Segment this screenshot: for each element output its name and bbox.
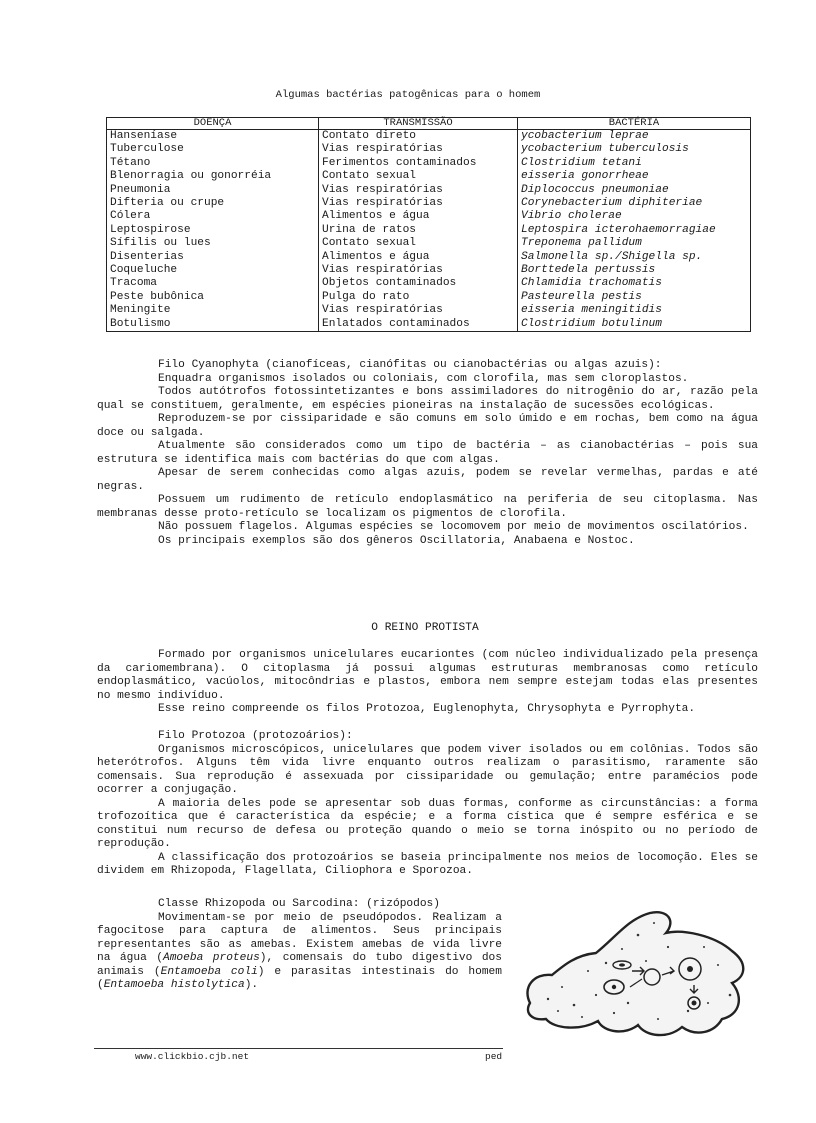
cell-transmission: Contato sexual bbox=[319, 237, 518, 250]
table-row bbox=[107, 304, 751, 317]
cell-transmission: Alimentos e água bbox=[319, 251, 518, 264]
header-disease: DOENÇA bbox=[107, 118, 319, 130]
bacteria-table bbox=[106, 117, 751, 332]
cell-disease: Tétano bbox=[107, 157, 319, 170]
cell-disease: Tuberculose bbox=[107, 143, 319, 156]
protista-paragraph: Esse reino compreende os filos Protozoa, Euglenophyta, Chrysophyta e Pyrrophyta. bbox=[158, 703, 696, 715]
section-heading: O REINO PROTISTA bbox=[371, 622, 479, 634]
cell-disease: Peste bubônica bbox=[107, 291, 319, 304]
cell-bacterium: Clostridium tetani bbox=[518, 157, 751, 170]
protista-paragraph: Organismos microscópicos, unicelulares que podem viver isolados ou em colônias. Todos são heterótrofos. Alguns têm vida livre enquanto outros realizam o parasitismo, raramente são comensais. Sua reprodução é assexuada por cissiparidade ou gemulação; entre paramécios pode ocorrer a conjugação. bbox=[97, 743, 758, 796]
cell-transmission: Alimentos e água bbox=[319, 210, 518, 223]
protista-paragraph: Formado por organismos unicelulares eucariontes (com núcleo individualizado pela presença da cariomembrana). O citoplasma já possui algumas estruturas membranosas como retículo endoplasmático, vacúolos, mitocôndrias e plastos, embora nem sempre estejam todas elas presentes no mesmo indivíduo. bbox=[97, 649, 758, 702]
cell-disease: Botulismo bbox=[107, 318, 319, 332]
cell-bacterium: Clostridium botulinum bbox=[518, 318, 751, 332]
cell-disease: Meningite bbox=[107, 304, 319, 317]
table-row bbox=[107, 184, 751, 197]
rhizopoda-heading: Classe Rhizopoda ou Sarcodina: (rizópodos) bbox=[158, 898, 440, 910]
rhizopoda-paragraph: Movimentam-se por meio de pseudópodos. Realizam a fagocitose para captura de alimentos. Seus principais representantes são as amebas. Existem amebas de vida livre na água (Amoeba proteus), comensais do tubo digestivo dos animais (Entamoeba coli) e parasitas intestinais do homem (Entamoeba histolytica). bbox=[97, 911, 502, 991]
amoeba-illustration bbox=[518, 907, 750, 1042]
table-header-row bbox=[107, 118, 751, 130]
cell-transmission: Ferimentos contaminados bbox=[319, 157, 518, 170]
cyano-paragraph: Apesar de serem conhecidas como algas azuis, podem se revelar vermelhas, pardas e até negras. bbox=[97, 467, 758, 493]
cyano-paragraph: Os principais exemplos são dos gêneros Oscillatoria, Anabaena e Nostoc. bbox=[158, 534, 635, 547]
cell-bacterium: eisseria gonorrheae bbox=[518, 170, 751, 183]
table-row bbox=[107, 277, 751, 290]
cyano-paragraph: Enquadra organismos isolados ou coloniais, com clorofila, mas sem cloroplastos. bbox=[158, 372, 689, 385]
cell-bacterium: Salmonella sp./Shigella sp. bbox=[518, 251, 751, 264]
cell-transmission: Vias respiratórias bbox=[319, 264, 518, 277]
cell-disease: Sífilis ou lues bbox=[107, 237, 319, 250]
table-row bbox=[107, 237, 751, 250]
footer-url: www.clickbio.cjb.net bbox=[135, 1051, 250, 1062]
cell-bacterium: Chlamidia trachomatis bbox=[518, 277, 751, 290]
cell-disease: Pneumonia bbox=[107, 184, 319, 197]
cell-disease: Difteria ou crupe bbox=[107, 197, 319, 210]
table-title: Algumas bactérias patogênicas para o homem bbox=[275, 89, 541, 101]
cell-bacterium: eisseria meningitidis bbox=[518, 304, 751, 317]
cell-transmission: Vias respiratórias bbox=[319, 184, 518, 197]
table-row bbox=[107, 170, 751, 183]
rhizopoda-section bbox=[97, 898, 502, 993]
cell-bacterium: Leptospira icterohaemorragiae bbox=[518, 224, 751, 237]
table-row bbox=[107, 197, 751, 210]
species-name: Entamoeba coli bbox=[160, 965, 258, 978]
cyanophyta-section bbox=[97, 359, 758, 548]
cell-disease: Tracoma bbox=[107, 277, 319, 290]
cyano-paragraph: Não possuem flagelos. Algumas espécies se locomovem por meio de movimentos oscilatórios. bbox=[158, 521, 749, 533]
cell-disease: Disenterias bbox=[107, 251, 319, 264]
cell-bacterium: ycobacterium tuberculosis bbox=[518, 143, 751, 156]
cell-bacterium: Diplococcus pneumoniae bbox=[518, 184, 751, 197]
protista-paragraph: A classificação dos protozoários se baseia principalmente nos meios de locomoção. Eles se dividem em Rhizopoda, Flagellata, Ciliophora e Sporozoa. bbox=[97, 851, 758, 877]
cyano-paragraph: Reproduzem-se por cissiparidade e são comuns em solo úmido e em rochas, bem como na água doce ou salgada. bbox=[97, 413, 758, 439]
table-row bbox=[107, 130, 751, 144]
cell-disease: Blenorragia ou gonorréia bbox=[107, 170, 319, 183]
cell-bacterium: Treponema pallidum bbox=[518, 237, 751, 250]
table-body bbox=[107, 130, 751, 332]
cell-transmission: Vias respiratórias bbox=[319, 304, 518, 317]
cell-transmission: Urina de ratos bbox=[319, 224, 518, 237]
cell-bacterium: ycobacterium leprae bbox=[518, 130, 751, 144]
cell-disease: Cólera bbox=[107, 210, 319, 223]
table-row bbox=[107, 210, 751, 223]
table-row bbox=[107, 157, 751, 170]
cell-disease: Hanseníase bbox=[107, 130, 319, 144]
cell-bacterium: Borttedela pertussis bbox=[518, 264, 751, 277]
footer-tag: ped bbox=[485, 1051, 503, 1062]
cyano-paragraph: Possuem um rudimento de retículo endoplasmático na periferia de seu citoplasma. Nas membranas desse proto-retículo se localizam os pigmentos de clorofila. bbox=[97, 494, 758, 520]
cell-transmission: Pulga do rato bbox=[319, 291, 518, 304]
cell-bacterium: Vibrio cholerae bbox=[518, 210, 751, 223]
header-bacterium: BACTÉRIA bbox=[518, 118, 751, 130]
cell-disease: Coqueluche bbox=[107, 264, 319, 277]
cyano-heading: Filo Cyanophyta (cianofíceas, cianófitas ou cianobactérias ou algas azuis): bbox=[158, 359, 662, 371]
cell-transmission: Contato direto bbox=[319, 130, 518, 144]
table-row bbox=[107, 143, 751, 156]
table-row bbox=[107, 224, 751, 237]
table-row bbox=[107, 291, 751, 304]
table-row bbox=[107, 318, 751, 332]
cell-transmission: Vias respiratórias bbox=[319, 197, 518, 210]
species-name: Entamoeba histolytica bbox=[103, 979, 245, 991]
amoeba-body bbox=[527, 912, 743, 1035]
footer-rule bbox=[94, 1048, 503, 1049]
protista-section bbox=[97, 649, 758, 879]
species-name: Amoeba proteus bbox=[163, 952, 260, 964]
cell-transmission: Objetos contaminados bbox=[319, 277, 518, 290]
cyano-paragraph: Todos autótrofos fotossintetizantes e bons assimiladores do nitrogênio do ar, razão pela qual se constituem, geralmente, em espécies pioneiras na instalação de sucessões ecológicas. bbox=[97, 386, 758, 412]
protista-paragraph: A maioria deles pode se apresentar sob duas formas, conforme as circunstâncias: a forma trofozoítica que é característica da espécie; e a forma cística que é sempre esférica e se constitui num recurso de defesa ou proteção quando o meio se torna inóspito ou no período de reprodução. bbox=[97, 797, 758, 850]
cyano-paragraph: Atualmente são considerados como um tipo de bactéria – as cianobactérias – pois sua estrutura se identifica mais com bactérias do que com algas. bbox=[97, 440, 758, 466]
table-row bbox=[107, 264, 751, 277]
protozoa-heading: Filo Protozoa (protozoários): bbox=[158, 730, 353, 742]
table-row bbox=[107, 251, 751, 264]
cell-disease: Leptospirose bbox=[107, 224, 319, 237]
cell-transmission: Enlatados contaminados bbox=[319, 318, 518, 332]
cell-bacterium: Pasteurella pestis bbox=[518, 291, 751, 304]
cell-bacterium: Corynebacterium diphiteriae bbox=[518, 197, 751, 210]
cell-transmission: Vias respiratórias bbox=[319, 143, 518, 156]
header-transmission: TRANSMISSÃO bbox=[319, 118, 518, 130]
cell-transmission: Contato sexual bbox=[319, 170, 518, 183]
